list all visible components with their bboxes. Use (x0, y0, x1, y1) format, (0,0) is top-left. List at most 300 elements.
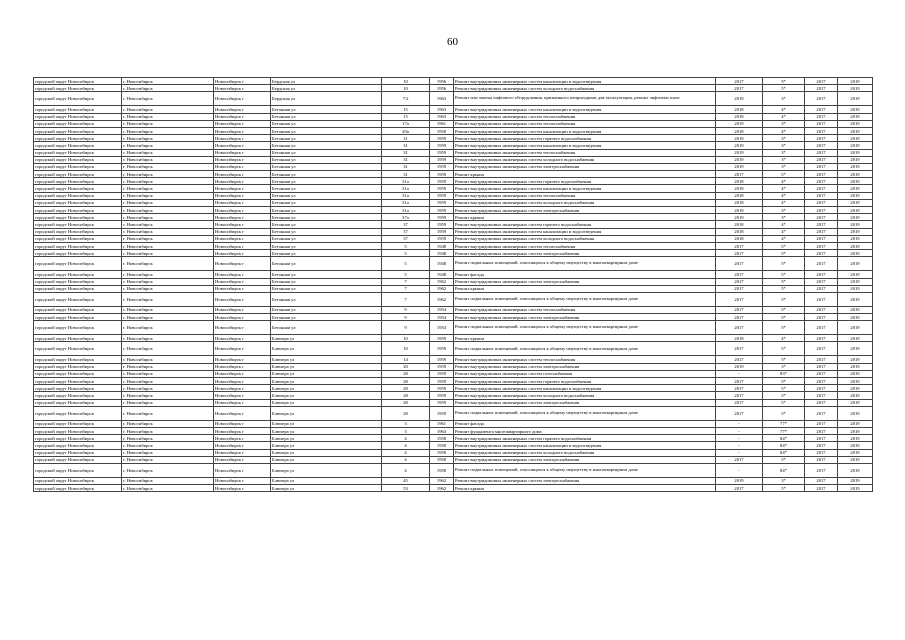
cell-percent: 5* (763, 406, 805, 420)
cell-percent: 4* (763, 178, 805, 185)
cell-year-start: 2017 (805, 171, 838, 178)
cell-year: 1959 (430, 378, 454, 385)
cell-locality: Новосибирск г (214, 185, 271, 192)
cell-year: 1959 (430, 178, 454, 185)
cell-locality: Новосибирск г (214, 442, 271, 449)
cell-work: Ремонт внутридомовых инженерных систем канализации и водоотведения (454, 385, 716, 392)
cell-city: г. Новосибирск (122, 92, 214, 106)
cell-work: Ремонт внутридомовых инженерных систем теплоснабжения (454, 192, 716, 199)
cell-city: г. Новосибирск (122, 449, 214, 456)
cell-year-end: 2019 (838, 427, 873, 434)
cell-year: 1959 (430, 221, 454, 228)
cell-year: 1963 (430, 92, 454, 106)
cell-year-start: 2017 (805, 335, 838, 342)
cell-percent: 5* (763, 378, 805, 385)
cell-district: городской округ Новосибирск (34, 120, 122, 127)
cell-year-end: 2019 (838, 142, 873, 149)
cell-street: Бетонная ул (271, 314, 382, 321)
cell-percent: 84* (763, 463, 805, 477)
cell-house: 10 (382, 85, 430, 92)
cell-period: 2018 (716, 221, 763, 228)
cell-work: Ремонт или замена лифтового оборудования, признанного непригодным для эксплуатации, ремонт лифтовых шахт (454, 92, 716, 106)
cell-city: г. Новосибирск (122, 378, 214, 385)
cell-district: городской округ Новосибирск (34, 406, 122, 420)
cell-year-start: 2017 (805, 392, 838, 399)
cell-year: 1959 (430, 356, 454, 363)
cell-period: 2017 (716, 399, 763, 406)
cell-percent: 3* (763, 142, 805, 149)
cell-locality: Новосибирск г (214, 113, 271, 120)
cell-year: 1961 (430, 120, 454, 127)
cell-city: г. Новосибирск (122, 356, 214, 363)
cell-street: Бетонная ул (271, 235, 382, 242)
table-row (34, 120, 873, 127)
cell-locality: Новосибирск г (214, 463, 271, 477)
cell-year-start: 2017 (805, 106, 838, 113)
cell-locality: Новосибирск г (214, 406, 271, 420)
cell-house: 28 (382, 399, 430, 406)
cell-street: Блюхера ул (271, 485, 382, 492)
cell-year-start: 2017 (805, 306, 838, 313)
cell-year-start: 2017 (805, 463, 838, 477)
cell-city: г. Новосибирск (122, 106, 214, 113)
cell-year-start: 2017 (805, 120, 838, 127)
cell-work: Ремонт подвальных помещений, относящихся к общему имуществу в многоквартирном доме (454, 292, 716, 306)
cell-house: 5 (382, 242, 430, 249)
cell-district: городской округ Новосибирск (34, 185, 122, 192)
cell-period: 2017 (716, 285, 763, 292)
cell-year-start: 2017 (805, 207, 838, 214)
cell-street: Блюхера ул (271, 392, 382, 399)
table-row (34, 485, 873, 492)
cell-city: г. Новосибирск (122, 442, 214, 449)
cell-locality: Новосибирск г (214, 199, 271, 206)
cell-year: 1963 (430, 113, 454, 120)
cell-percent: 5* (763, 385, 805, 392)
cell-year: 1958 (430, 449, 454, 456)
cell-house: 53 (382, 485, 430, 492)
cell-district: городской округ Новосибирск (34, 335, 122, 342)
cell-percent: 3* (763, 149, 805, 156)
cell-percent: 77* (763, 427, 805, 434)
cell-year-end: 2019 (838, 378, 873, 385)
cell-district: городской округ Новосибирск (34, 192, 122, 199)
cell-percent: 83* (763, 370, 805, 377)
cell-work: Ремонт внутридомовых инженерных систем горячего водоснабжения (454, 221, 716, 228)
cell-city: г. Новосибирск (122, 292, 214, 306)
cell-year-start: 2017 (805, 378, 838, 385)
cell-house: 5 (382, 271, 430, 278)
cell-year: 1958 (430, 456, 454, 463)
cell-city: г. Новосибирск (122, 156, 214, 163)
cell-year-end: 2019 (838, 385, 873, 392)
cell-work: Ремонт крыши (454, 485, 716, 492)
cell-street: Бетонная ул (271, 178, 382, 185)
cell-percent: 4* (763, 127, 805, 134)
cell-year-end: 2019 (838, 185, 873, 192)
cell-period: 2017 (716, 306, 763, 313)
cell-percent: 77* (763, 420, 805, 427)
cell-locality: Новосибирск г (214, 257, 271, 271)
cell-year-end: 2019 (838, 335, 873, 342)
cell-work: Ремонт внутридомовых инженерных систем теплоснабжения (454, 149, 716, 156)
cell-district: городской округ Новосибирск (34, 142, 122, 149)
table-row (34, 92, 873, 106)
cell-city: г. Новосибирск (122, 285, 214, 292)
cell-year: 1959 (430, 385, 454, 392)
cell-year-start: 2017 (805, 257, 838, 271)
cell-locality: Новосибирск г (214, 271, 271, 278)
cell-house: 4 (382, 442, 430, 449)
cell-year-start: 2017 (805, 399, 838, 406)
cell-locality: Новосибирск г (214, 392, 271, 399)
cell-street: Бетонная ул (271, 149, 382, 156)
cell-district: городской округ Новосибирск (34, 113, 122, 120)
cell-year: 1958 (430, 442, 454, 449)
cell-percent: 4* (763, 113, 805, 120)
cell-district: городской округ Новосибирск (34, 156, 122, 163)
cell-year: 1959 (430, 135, 454, 142)
cell-locality: Новосибирск г (214, 78, 271, 85)
cell-percent: 5* (763, 314, 805, 321)
cell-year: 1958 (430, 435, 454, 442)
cell-city: г. Новосибирск (122, 199, 214, 206)
table-row (34, 456, 873, 463)
cell-district: городской округ Новосибирск (34, 149, 122, 156)
cell-city: г. Новосибирск (122, 342, 214, 356)
cell-year-end: 2019 (838, 271, 873, 278)
cell-year: 1959 (430, 163, 454, 170)
cell-city: г. Новосибирск (122, 456, 214, 463)
cell-city: г. Новосибирск (122, 314, 214, 321)
cell-work: Ремонт подвальных помещений, относящихся к общему имуществу в многоквартирном доме (454, 406, 716, 420)
cell-locality: Новосибирск г (214, 456, 271, 463)
cell-house: 9 (382, 306, 430, 313)
cell-year-end: 2019 (838, 399, 873, 406)
cell-work: Ремонт внутридомовых инженерных систем горячего водоснабжения (454, 435, 716, 442)
table-row (34, 449, 873, 456)
cell-year-end: 2019 (838, 127, 873, 134)
cell-year-start: 2017 (805, 221, 838, 228)
cell-city: г. Новосибирск (122, 142, 214, 149)
cell-percent: 84* (763, 435, 805, 442)
cell-locality: Новосибирск г (214, 120, 271, 127)
cell-period: 2017 (716, 378, 763, 385)
cell-percent: 5* (763, 85, 805, 92)
cell-work: Ремонт внутридомовых инженерных систем электроснабжения (454, 456, 716, 463)
cell-work: Ремонт внутридомовых инженерных систем канализации и водоотведения (454, 127, 716, 134)
cell-period: 2019 (716, 135, 763, 142)
cell-city: г. Новосибирск (122, 435, 214, 442)
cell-locality: Новосибирск г (214, 385, 271, 392)
cell-year: 1959 (430, 370, 454, 377)
cell-year-end: 2019 (838, 420, 873, 427)
cell-city: г. Новосибирск (122, 149, 214, 156)
cell-percent: 3* (763, 135, 805, 142)
cell-locality: Новосибирск г (214, 149, 271, 156)
cell-locality: Новосибирск г (214, 192, 271, 199)
cell-year: 1954 (430, 321, 454, 335)
cell-locality: Новосибирск г (214, 214, 271, 221)
cell-year: 1958 (430, 127, 454, 134)
cell-locality: Новосибирск г (214, 321, 271, 335)
cell-period: - (716, 370, 763, 377)
cell-street: Блюхера ул (271, 427, 382, 434)
cell-year-start: 2017 (805, 356, 838, 363)
table-row (34, 306, 873, 313)
cell-house: 15 (382, 113, 430, 120)
cell-district: городской округ Новосибирск (34, 135, 122, 142)
cell-year: 1959 (430, 406, 454, 420)
cell-year-end: 2019 (838, 435, 873, 442)
table-row (34, 192, 873, 199)
cell-work: Ремонт внутридомовых инженерных систем канализации и водоотведения (454, 442, 716, 449)
cell-house: 10 (382, 78, 430, 85)
cell-work: Ремонт внутридомовых инженерных систем электроснабжения (454, 250, 716, 257)
cell-year-start: 2017 (805, 292, 838, 306)
cell-year-end: 2019 (838, 78, 873, 85)
cell-city: г. Новосибирск (122, 185, 214, 192)
cell-house: 31а (382, 207, 430, 214)
cell-house: 37а (382, 214, 430, 221)
cell-locality: Новосибирск г (214, 278, 271, 285)
cell-street: Блюхера ул (271, 399, 382, 406)
cell-percent: 5* (763, 485, 805, 492)
cell-year-end: 2019 (838, 178, 873, 185)
cell-street: Блюхера ул (271, 456, 382, 463)
cell-district: городской округ Новосибирск (34, 370, 122, 377)
table-row (34, 156, 873, 163)
cell-locality: Новосибирск г (214, 378, 271, 385)
cell-street: Бердская ул (271, 92, 382, 106)
cell-house: 31а (382, 199, 430, 206)
cell-year: 1959 (430, 171, 454, 178)
cell-house: 28 (382, 370, 430, 377)
cell-percent: 3* (763, 207, 805, 214)
cell-percent: 4* (763, 221, 805, 228)
cell-city: г. Новосибирск (122, 363, 214, 370)
cell-percent: 4* (763, 235, 805, 242)
cell-work: Ремонт внутридомовых инженерных систем холодного водоснабжения (454, 85, 716, 92)
cell-district: городской округ Новосибирск (34, 85, 122, 92)
cell-house: 31а (382, 185, 430, 192)
cell-percent: 5* (763, 392, 805, 399)
cell-work: Ремонт внутридомовых инженерных систем горячего водоснабжения (454, 378, 716, 385)
cell-work: Ремонт внутридомовых инженерных систем канализации и водоотведения (454, 106, 716, 113)
cell-year-end: 2019 (838, 370, 873, 377)
cell-year: 1959 (430, 342, 454, 356)
cell-year: 1959 (430, 392, 454, 399)
table-row (34, 221, 873, 228)
cell-year-start: 2017 (805, 278, 838, 285)
cell-year-end: 2019 (838, 442, 873, 449)
cell-period: - (716, 427, 763, 434)
cell-year-start: 2017 (805, 406, 838, 420)
cell-year: 1962 (430, 292, 454, 306)
cell-year-end: 2019 (838, 321, 873, 335)
table-row (34, 228, 873, 235)
cell-house: 20а (382, 127, 430, 134)
cell-street: Бетонная ул (271, 242, 382, 249)
cell-percent: 5* (763, 342, 805, 356)
cell-year-start: 2017 (805, 449, 838, 456)
cell-house: 3 (382, 420, 430, 427)
table-row (34, 292, 873, 306)
cell-work: Ремонт внутридомовых инженерных систем канализации и водоотведения (454, 228, 716, 235)
cell-year-start: 2017 (805, 321, 838, 335)
table-row (34, 342, 873, 356)
cell-work: Ремонт фундамента многоквартирного дома (454, 427, 716, 434)
cell-city: г. Новосибирск (122, 477, 214, 484)
cell-year: 1959 (430, 207, 454, 214)
cell-year-start: 2017 (805, 442, 838, 449)
cell-street: Бетонная ул (271, 250, 382, 257)
cell-year-start: 2017 (805, 199, 838, 206)
cell-period: 2019 (716, 142, 763, 149)
cell-house: 20 (382, 363, 430, 370)
cell-locality: Новосибирск г (214, 250, 271, 257)
cell-period: 2017 (716, 456, 763, 463)
cell-locality: Новосибирск г (214, 127, 271, 134)
cell-work: Ремонт подвальных помещений, относящихся к общему имуществу в многоквартирном доме (454, 321, 716, 335)
cell-district: городской округ Новосибирск (34, 442, 122, 449)
cell-district: городской округ Новосибирск (34, 385, 122, 392)
cell-year-start: 2017 (805, 370, 838, 377)
cell-street: Бетонная ул (271, 214, 382, 221)
cell-city: г. Новосибирск (122, 321, 214, 335)
cell-work: Ремонт внутридомовых инженерных систем электроснабжения (454, 399, 716, 406)
cell-street: Бетонная ул (271, 185, 382, 192)
cell-year: 1948 (430, 257, 454, 271)
table-row (34, 149, 873, 156)
cell-city: г. Новосибирск (122, 406, 214, 420)
cell-house: 15 (382, 106, 430, 113)
cell-locality: Новосибирск г (214, 142, 271, 149)
cell-period: - (716, 442, 763, 449)
table-row (34, 113, 873, 120)
cell-work: Ремонт внутридомовых инженерных систем электроснабжения (454, 477, 716, 484)
cell-district: городской округ Новосибирск (34, 314, 122, 321)
cell-district: городской округ Новосибирск (34, 363, 122, 370)
cell-period: 2017 (716, 171, 763, 178)
cell-year-start: 2017 (805, 135, 838, 142)
cell-period: 2017 (716, 250, 763, 257)
cell-city: г. Новосибирск (122, 171, 214, 178)
cell-district: городской округ Новосибирск (34, 228, 122, 235)
cell-period: - (716, 420, 763, 427)
cell-year-end: 2019 (838, 156, 873, 163)
cell-house: 5 (382, 257, 430, 271)
cell-street: Бетонная ул (271, 163, 382, 170)
cell-period: 2017 (716, 342, 763, 356)
cell-year-end: 2019 (838, 192, 873, 199)
cell-year-start: 2017 (805, 142, 838, 149)
table-row (34, 185, 873, 192)
cell-district: городской округ Новосибирск (34, 242, 122, 249)
cell-work: Ремонт внутридомовых инженерных систем электроснабжения (454, 278, 716, 285)
cell-house: 31 (382, 156, 430, 163)
cell-street: Бетонная ул (271, 321, 382, 335)
cell-house: 37 (382, 235, 430, 242)
cell-percent: 3* (763, 92, 805, 106)
cell-locality: Новосибирск г (214, 370, 271, 377)
cell-period: 2017 (716, 271, 763, 278)
cell-percent: 4* (763, 335, 805, 342)
cell-house: 4 (382, 463, 430, 477)
repair-schedule-table (33, 77, 873, 492)
cell-percent: 84* (763, 442, 805, 449)
cell-city: г. Новосибирск (122, 427, 214, 434)
cell-period: - (716, 435, 763, 442)
cell-year: 1961 (430, 420, 454, 427)
cell-period: 2017 (716, 385, 763, 392)
cell-percent: 5* (763, 257, 805, 271)
cell-work: Ремонт крыши (454, 335, 716, 342)
cell-year: 1958 (430, 463, 454, 477)
cell-period: - (716, 463, 763, 477)
cell-house: 28 (382, 378, 430, 385)
cell-district: городской округ Новосибирск (34, 427, 122, 434)
table-row (34, 314, 873, 321)
cell-house: 37 (382, 228, 430, 235)
cell-city: г. Новосибирск (122, 178, 214, 185)
cell-year-end: 2019 (838, 221, 873, 228)
table-row (34, 321, 873, 335)
cell-percent: 5* (763, 292, 805, 306)
cell-city: г. Новосибирск (122, 207, 214, 214)
cell-house: 31 (382, 163, 430, 170)
cell-city: г. Новосибирск (122, 399, 214, 406)
cell-percent: 5* (763, 399, 805, 406)
cell-work: Ремонт внутридомовых инженерных систем теплоснабжения (454, 113, 716, 120)
cell-district: городской округ Новосибирск (34, 271, 122, 278)
cell-year-start: 2017 (805, 149, 838, 156)
cell-year-end: 2019 (838, 477, 873, 484)
cell-city: г. Новосибирск (122, 271, 214, 278)
cell-year-start: 2017 (805, 192, 838, 199)
cell-percent: 5* (763, 250, 805, 257)
cell-district: городской округ Новосибирск (34, 435, 122, 442)
table-row (34, 392, 873, 399)
cell-house: 28 (382, 385, 430, 392)
cell-street: Бердская ул (271, 85, 382, 92)
cell-year-start: 2017 (805, 78, 838, 85)
cell-year-start: 2017 (805, 163, 838, 170)
cell-percent: 5* (763, 456, 805, 463)
table-row (34, 178, 873, 185)
cell-house: 4 (382, 456, 430, 463)
cell-work: Ремонт внутридомовых инженерных систем электроснабжения (454, 363, 716, 370)
cell-locality: Новосибирск г (214, 427, 271, 434)
cell-street: Бетонная ул (271, 292, 382, 306)
table-row (34, 356, 873, 363)
cell-city: г. Новосибирск (122, 135, 214, 142)
cell-year: 1954 (430, 314, 454, 321)
cell-work: Ремонт подвальных помещений, относящихся к общему имуществу в многоквартирном доме (454, 257, 716, 271)
cell-locality: Новосибирск г (214, 342, 271, 356)
table-body (34, 78, 873, 492)
cell-city: г. Новосибирск (122, 127, 214, 134)
cell-year: 1954 (430, 306, 454, 313)
cell-street: Бетонная ул (271, 106, 382, 113)
cell-year-end: 2019 (838, 278, 873, 285)
cell-street: Блюхера ул (271, 477, 382, 484)
cell-locality: Новосибирск г (214, 399, 271, 406)
table-row (34, 427, 873, 434)
cell-year: 1956 (430, 78, 454, 85)
cell-year-end: 2019 (838, 257, 873, 271)
cell-street: Блюхера ул (271, 370, 382, 377)
